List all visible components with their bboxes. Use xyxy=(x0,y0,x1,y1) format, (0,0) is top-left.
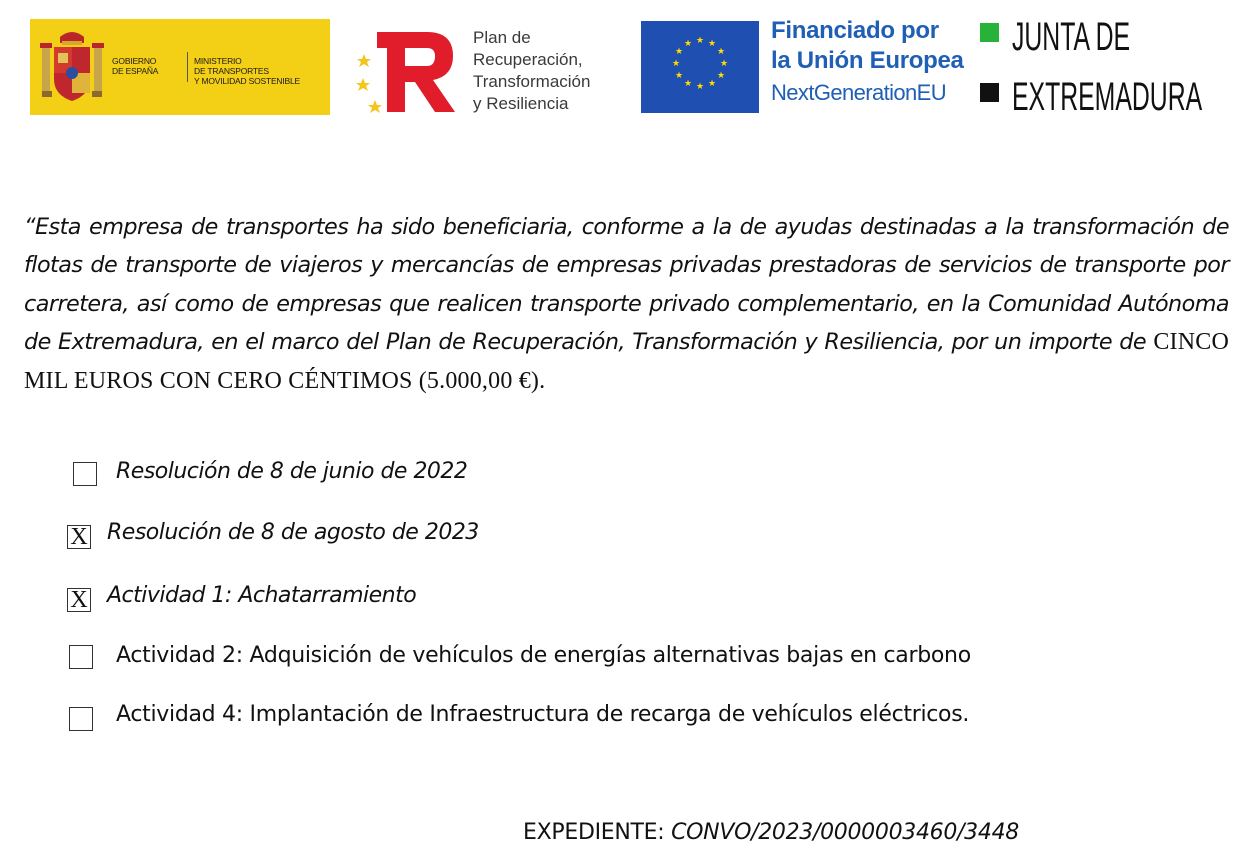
expediente-code: CONVO/2023/0000003460/3448 xyxy=(671,820,1019,845)
svg-text:★: ★ xyxy=(674,71,684,81)
eu-flag-icon xyxy=(641,21,759,113)
junta-line-1: JUNTA DE xyxy=(1012,15,1131,59)
svg-text:★: ★ xyxy=(707,79,717,89)
expediente-label: EXPEDIENTE: xyxy=(523,820,672,845)
checkbox-actividad-1[interactable]: X xyxy=(67,588,91,612)
checkbox-actividad-4[interactable] xyxy=(69,707,93,731)
option-label: Actividad 2: Adquisición de vehículos de energías alternativas bajas en carbono xyxy=(116,643,971,668)
svg-text:★: ★ xyxy=(674,47,684,57)
svg-text:★: ★ xyxy=(716,71,726,81)
logo-divider xyxy=(187,52,188,82)
statement-text: “Esta empresa de transportes ha sido beneficiaria, conforme a la de ayudas destinadas a la transformación de flotas de transporte de viajeros y mercancías de empresas privadas prestadoras de servicios de transporte por carretera, así como de empresas que realicen transporte privado complementario, en la Comunidad Autónoma de Extremadura, en el marco del Plan de Recuperación, Transformación y Resiliencia, por un importe de xyxy=(24,214,1229,356)
option-label: Resolución de 8 de junio de 2022 xyxy=(116,459,468,484)
option-actividad-2 xyxy=(0,643,1248,677)
svg-text:★: ★ xyxy=(695,82,705,92)
prtr-line-2: Recuperación, xyxy=(473,50,583,69)
eu-line-3: NextGenerationEU xyxy=(771,80,947,105)
svg-text:★: ★ xyxy=(683,39,693,49)
svg-text:★: ★ xyxy=(683,79,693,89)
plan-recuperacion-logo xyxy=(355,20,615,116)
eu-line-1: Financiado por xyxy=(771,17,939,44)
option-label: Resolución de 8 de agosto de 2023 xyxy=(107,520,479,545)
expediente-line xyxy=(523,820,1019,845)
beneficiary-statement xyxy=(24,208,1229,400)
ministerio-text: MINISTERIO DE TRANSPORTES Y MOVILIDAD SOSTENIBLE xyxy=(194,56,300,86)
svg-text:★: ★ xyxy=(707,39,717,49)
eu-funding-text xyxy=(771,16,964,108)
prtr-text-block xyxy=(473,27,590,115)
logo-strip xyxy=(0,0,1248,135)
checkbox-resolucion-agosto[interactable]: X xyxy=(67,525,91,549)
gobierno-espana-logo xyxy=(30,19,330,115)
prtr-line-1: Plan de xyxy=(473,28,531,47)
green-square-icon xyxy=(980,23,999,42)
black-square-icon xyxy=(980,83,999,102)
eu-line-2: la Unión Europea xyxy=(771,47,964,74)
prtr-line-4: y Resiliencia xyxy=(473,94,569,113)
svg-text:★: ★ xyxy=(695,36,705,46)
option-label: Actividad 4: Implantación de Infraestructura de recarga de vehículos eléctricos. xyxy=(116,702,970,727)
svg-text:★: ★ xyxy=(719,59,729,69)
option-resolucion-junio xyxy=(0,459,1248,493)
option-actividad-4 xyxy=(0,702,1248,736)
checkbox-resolucion-junio[interactable] xyxy=(73,462,97,486)
prtr-line-3: Transformación xyxy=(473,72,591,91)
coat-of-arms-icon xyxy=(40,29,104,105)
prtr-emblem-icon xyxy=(355,20,467,116)
checkbox-actividad-2[interactable] xyxy=(69,645,93,669)
gobierno-text: GOBIERNO DE ESPAÑA xyxy=(112,56,159,76)
option-actividad-1 xyxy=(0,583,1248,617)
svg-text:★: ★ xyxy=(671,59,681,69)
option-resolucion-agosto xyxy=(0,520,1248,554)
statement-amount: CINCO MIL EUROS CON CERO CÉNTIMOS (5.000,00 €). xyxy=(24,329,1229,394)
option-label: Actividad 1: Achatarramiento xyxy=(107,583,417,608)
junta-line-2: EXTREMADURA xyxy=(1012,75,1203,119)
svg-text:★: ★ xyxy=(716,47,726,57)
junta-extremadura-logo xyxy=(978,15,1208,125)
